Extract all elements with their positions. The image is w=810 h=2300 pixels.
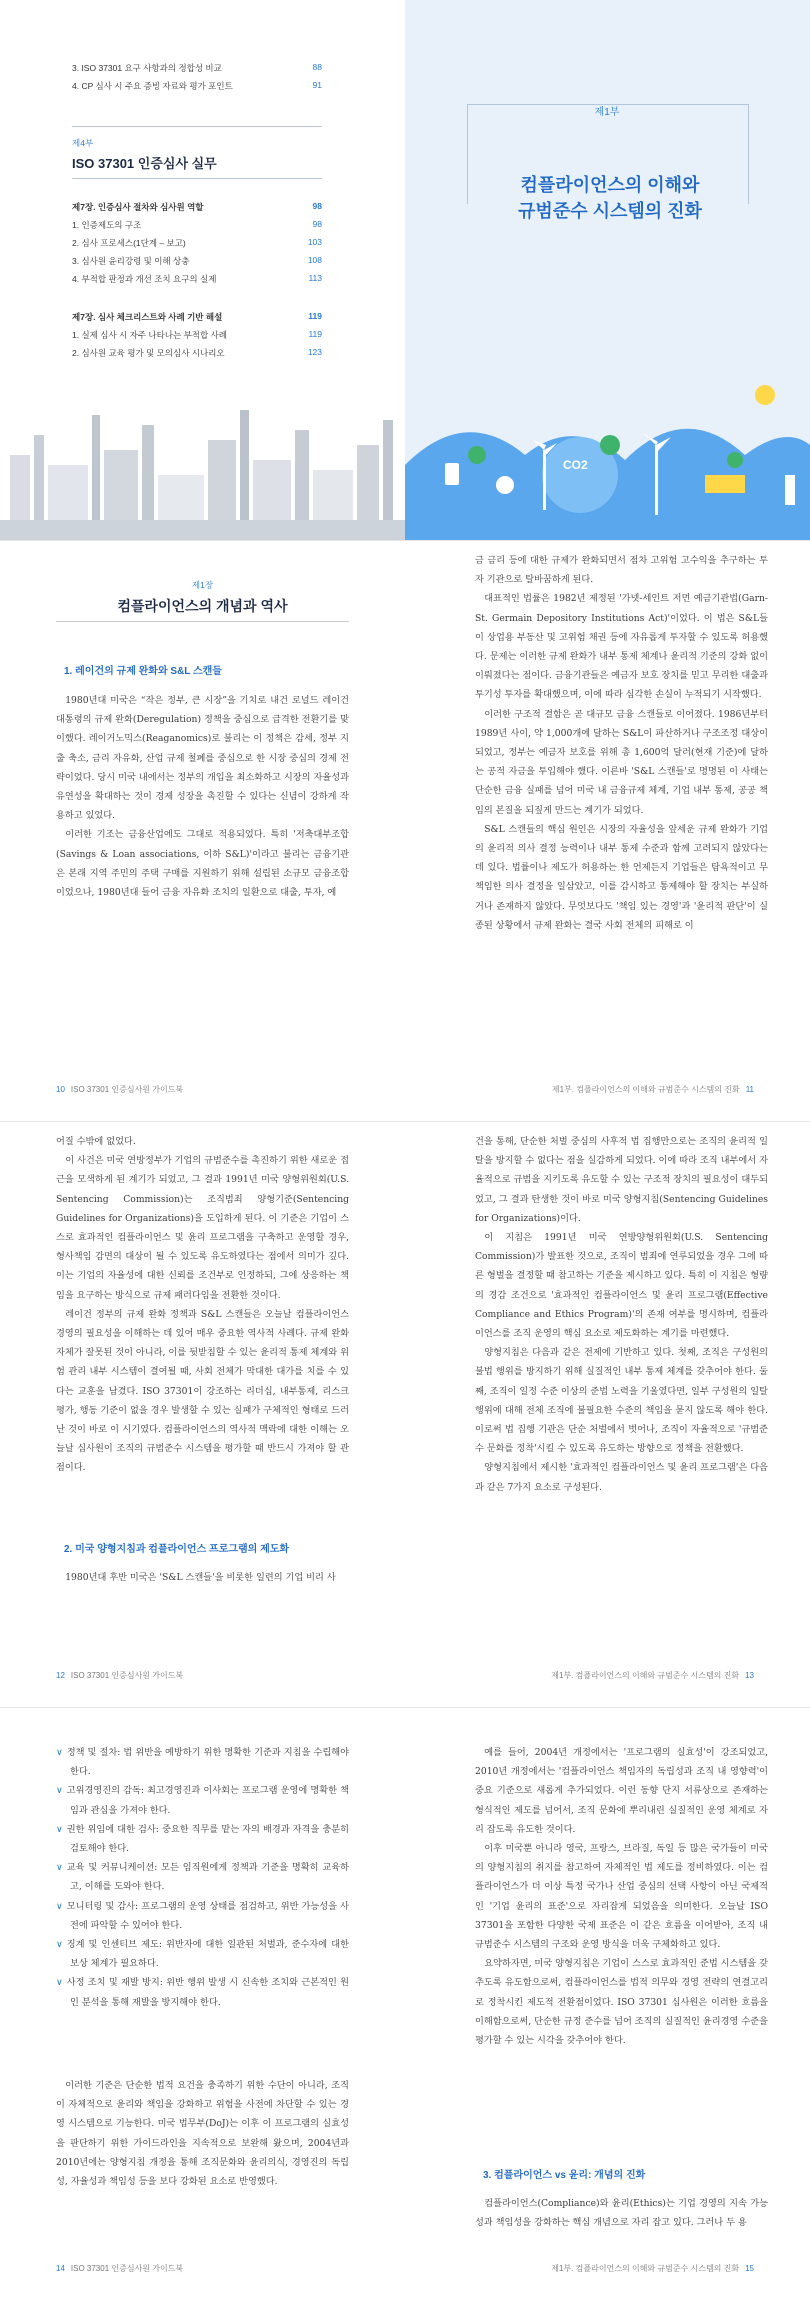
toc-part-label: 제4부 <box>72 138 94 148</box>
body-text: 어질 수밖에 없었다. 이 사건은 미국 연방정부가 기업의 규범준수를 촉진하기 위한 새로운 접근을 모색하게 된 계기가 되었고, 그 결과 1991년 미국 양형위원회(U.S. Sentencing Commission)는 조직범죄 양형기준(Sentencing Guidelines for Organizations)을 도입하게 된다. 이 기준은 기업이 스스로 효과적인 컴플라이언스 및 윤리 프로그램을 구축하고 운영할 경우, 형사책임 감면의 대상이 될 수 있도록 유도하였다는 점에서 의미가 깊다. 이는 기업의 자율성에 대한 신뢰를 조건부로 인정하되, 그에 상응하는 책임을 요구하는 방식으로 규제 패러다임을 전환한 것이다. 레이건 정부의 규제 완화 정책과 S&L 스캔들은 오늘날 컴플라이언스 경영의 필요성을 이해하는 데 있어 매우 중요한 역사적 사례다. 규제 완화 자체가 잘못된 것이 아니라, 이를 뒷받침할 수 있는 윤리적 통제 체계와 위험 관리 내부 시스템이 결여될 때, 사회 전체가 막대한 대가를 치를 수 있다는 교훈을 남겼다. ISO 37301이 강조하는 리더십, 내부통제, 리스크 평가, 행동 기준이 없을 경우 발생할 수 있는 실패가 구체적인 형태로 드러난 것이 바로 이 시기였다. 컴플라이언스의 역사적 맥락에 대한 이해는 오늘날 심사원이 조직의 규범준수 시스템을 평가할 때 반드시 가져야 할 관점이다. <box>56 1136 349 1474</box>
body-text: 이러한 기준은 단순한 법적 요건을 충족하기 위한 수단이 아니라, 조직이 자체적으로 윤리와 책임을 강화하고 위험을 사전에 차단할 수 있는 경영 시스템으로 기능한다. 미국 법무부(DoJ)는 이후 이 프로그램의 실효성을 판단하기 위한 가이드라인을 지속적으로 보완해 왔으며, 2004년과 2010년에는 양형지침 개정을 통해 조직문화와 윤리의식, 경영진의 독립성, 자율성과 책임성 등을 보다 강화된 요소로 반영했다. <box>56 2080 349 2188</box>
page-10 <box>0 541 405 1121</box>
page-footer: 제1부. 컴플라이언스의 이해와 규범준수 시스템의 진화 13 <box>551 1671 754 1680</box>
toc-rule <box>72 126 322 127</box>
list-item: ∨ 모니터링 및 감사: 프로그램의 운영 상태를 점검하고, 위반 가능성을 사전에 파악할 수 있어야 한다. <box>56 1900 349 1931</box>
page-11 <box>405 541 810 1121</box>
toc-item[interactable]: 4. 부적합 판정과 개선 조치 요구의 실제 113 <box>72 273 322 284</box>
spread-toc-part1 <box>0 0 810 540</box>
page-footer: 제1부. 컴플라이언스의 이해와 규범준수 시스템의 진화 15 <box>551 2264 754 2273</box>
page-footer: 12 ISO 37301 인증심사원 가이드북 <box>56 1671 184 1680</box>
page-15 <box>405 1708 810 2300</box>
chapter-label: 제1장 <box>191 580 214 590</box>
spread-pages-12-13 <box>0 1122 810 1707</box>
toc-item[interactable]: 2. 심사원 교육 평가 및 모의심사 시나리오 123 <box>72 347 322 358</box>
toc-part-title: ISO 37301 인증심사 실무 <box>72 156 217 171</box>
body-text: 금 금리 등에 대한 규제가 완화되면서 점차 고위험 고수익을 추구하는 투자 기관으로 탈바꿈하게 된다. 대표적인 법률은 1982년 제정된 '가넷-세인트 저먼 예금기관법(Garn-St. Germain Depository Institutions Act)'이었다. 이 법은 S&L들이 상업용 부동산 및 고위험 채권 등에 자유롭게 투자할 수 있도록 허용했다. 문제는 이러한 규제 완화가 내부 통제 체계나 윤리적 기준의 강화 없이 이뤄졌다는 점이다. 금융기관들은 예금자 보호 장치를 믿고 무리한 대출과 투기성 투자를 확대했으며, 이에 따라 심각한 손실이 누적되기 시작했다. 이러한 구조적 결함은 곧 대규모 금융 스캔들로 이어졌다. 1986년부터 1989년 사이, 약 1,000개에 달하는 S&L이 파산하거나 구조조정 대상이 되었고, 정부는 예금자 보호를 위해 총 1,600억 달러(현재 기준)에 달하는 공적 자금을 투입해야 했다. 이른바 'S&L 스캔들'로 명명된 이 사태는 단순한 금융 실패를 넘어 미국 내 금융규제 체계, 기업 내부 통제, 공공 책임의 본질을 되짚게 만드는 계기가 되었다. S&L 스캔들의 핵심 원인은 시장의 자율성을 앞세운 규제 완화가 기업의 윤리적 의사 결정 능력이나 내부 통제 수준과 함께 고려되지 않았다는 데 있다. 법률이나 제도가 허용하는 한 언제든지 기업들은 탐욕적이고 무책임한 의사 결정을 일삼았고, 이를 감시하고 통제해야 할 장치는 부실하거나 존재하지 않았다. 무엇보다도 '책임 있는 경영'과 '윤리적 판단'이 실종된 상황에서 규제 완화는 결국 사회 전체의 피해로 이 <box>475 555 768 931</box>
toc-rule <box>72 178 322 179</box>
page-14 <box>0 1708 405 2300</box>
toc-item[interactable]: 1. 실제 심사 시 자주 나타나는 부적합 사례 119 <box>72 329 322 340</box>
toc-item[interactable]: 1. 인증제도의 구조 98 <box>72 219 322 230</box>
svg-text:CO2: CO2 <box>563 458 588 472</box>
page-footer: 제1부. 컴플라이언스의 이해와 규범준수 시스템의 진화 11 <box>551 1085 754 1094</box>
page-13 <box>405 1122 810 1707</box>
body-text: 1980년대 후반 미국은 'S&L 스캔들'을 비롯한 일련의 기업 비리 사 <box>65 1572 336 1583</box>
chapter-title: 컴플라이언스의 개념과 역사 <box>117 598 288 614</box>
body-text: 1980년대 미국은 “작은 정부, 큰 시장”을 기치로 내건 로널드 레이건 대통령의 규제 완화(Deregulation) 정책을 중심으로 급격한 전환기를 맞이했다. 레이거노믹스(Reaganomics)로 불리는 이 정책은 감세, 정부 지출 축소, 금리 자유화, 산업 규제 철폐를 중심으로 한 시장 중심의 경제 전략이었다. 당시 미국 내에서는 정부의 개입을 최소화하고 시장의 자율성과 유연성을 확대하는 것이 경제 성장을 촉진할 수 있다는 신념이 강하게 작용하고 있었다. 이러한 기조는 금융산업에도 그대로 적용되었다. 특히 '저축대부조합(Savings & Loan associations, 이하 S&L)'이라고 불리는 금융기관은 본래 지역 주민의 주택 구매를 지원하기 위해 설립된 소규모 금융조합이었으나, 1980년대 들어 금융 자유화 조치의 일환으로 대출, 투자, 예 <box>56 695 349 899</box>
green-energy-illustration <box>405 345 810 540</box>
list-item: ∨ 권한 위임에 대한 검사: 중요한 직무를 맡는 자의 배경과 자격을 충분히 검토해야 한다. <box>56 1823 349 1855</box>
spread-pages-10-11 <box>0 541 810 1121</box>
page-footer: 10 ISO 37301 인증심사원 가이드북 <box>56 1085 184 1094</box>
part1-cover-page <box>405 0 810 540</box>
toc-chapter-head[interactable]: 제7장. 심사 체크리스트와 사례 기반 해설 119 <box>72 311 322 322</box>
list-item: ∨ 사정 조치 및 재발 방지: 위반 행위 발생 시 신속한 조치와 근본적인 원인 분석을 통해 재발을 방지해야 한다. <box>56 1977 349 2008</box>
toc-page <box>0 0 405 540</box>
list-item: ∨ 정책 및 절차: 법 위반을 예방하기 위한 명확한 기준과 지침을 수립해야 한다. <box>56 1747 349 1778</box>
body-text: 예를 들어, 2004년 개정에서는 '프로그램의 실효성'이 강조되었고, 2010년 개정에서는 '컴플라이언스 책임자의 독립성과 조직 내 영향력'이 중요 기준으로 새롭게 추가되었다. 이런 동향 단지 서류상으로 존재하는 형식적인 제도를 넘어서, 조직 문화에 뿌리내린 실질적인 운영 체계로 자리 잡도록 유도한 것이다. 이후 미국뿐 아니라 영국, 프랑스, 브라질, 독일 등 많은 국가들이 미국의 양형지침의 취지를 참고하여 자체적인 법 제도를 정비하였다. 이는 컴플라이언스가 더 이상 특정 국가나 산업 중심의 선택 사항이 아닌 국제적인 '기업 윤리의 표준'으로 자리잡게 되었음을 의미한다. 오늘날 ISO 37301을 포함한 다양한 국제 표준은 이 같은 흐름을 이어받아, 조직 내 규범준수 시스템의 구조와 운영 방식을 더욱 구체화하고 있다. 요약하자면, 미국 양형지침은 기업이 스스로 효과적인 준법 시스템을 갖추도록 유도함으로써, 컴플라이언스를 법적 의무와 경영 전략의 연결고리로 정착시킨 제도적 전환점이었다. ISO 37301 심사원은 이러한 흐름을 이해함으로써, 단순한 규정 준수를 넘어 조직의 실질적인 윤리경영 수준을 평가할 수 있는 시각을 갖추어야 한다. <box>475 1747 768 2047</box>
section-heading: 1. 레이건의 규제 완화와 S&L 스캔들 <box>64 666 222 677</box>
page-12 <box>0 1122 405 1707</box>
toc-item[interactable]: 2. 심사 프로세스(1단계 – 보고) 103 <box>72 237 322 248</box>
toc-item[interactable]: 4. CP 심사 시 주요 증빙 자료와 평가 포인트 91 <box>72 80 322 91</box>
body-text: 컴플라이언스(Compliance)와 윤리(Ethics)는 기업 경영의 지속 가능성과 책임성을 강화하는 핵심 개념으로 자리 잡고 있다. 그러나 두 용 <box>475 2198 768 2229</box>
section-heading: 2. 미국 양형지침과 컴플라이언스 프로그램의 제도화 <box>64 1544 290 1555</box>
chapter-rule <box>56 621 349 622</box>
list-item: ∨ 교육 및 커뮤니케이션: 모든 임직원에게 정책과 기준을 명확히 교육하고, 이해를 도와야 한다. <box>56 1862 349 1893</box>
factory-skyline-illustration <box>0 395 405 540</box>
part-title: 컴플라이언스의 이해와 규범준수 시스템의 진화 <box>518 175 702 221</box>
toc-chapter-head[interactable]: 제7장. 인증심사 절차와 심사원 역할 98 <box>72 201 322 212</box>
section-heading: 3. 컴플라이언스 vs 윤리: 개념의 진화 <box>483 2170 646 2181</box>
toc-item[interactable]: 3. ISO 37301 요구 사항과의 정합성 비교 88 <box>72 62 322 73</box>
spread-pages-14-15 <box>0 1708 810 2300</box>
bullet-list <box>56 1743 349 2053</box>
toc-item[interactable]: 3. 심사원 윤리강령 및 이해 상충 108 <box>72 255 322 266</box>
page-footer: 14 ISO 37301 인증심사원 가이드북 <box>56 2264 184 2273</box>
part-number: 제1부 <box>594 107 620 118</box>
list-item: ∨ 고위경영진의 감독: 최고경영진과 이사회는 프로그램 운영에 명확한 책임과 관심을 가져야 한다. <box>56 1785 349 1816</box>
list-item: ∨ 징계 및 인센티브 제도: 위반자에 대한 일관된 처벌과, 준수자에 대한 보상 체계가 필요하다. <box>56 1939 349 1970</box>
body-text: 건을 통해, 단순한 처벌 중심의 사후적 법 집행만으로는 조직의 윤리적 일탈을 방지할 수 없다는 점을 실감하게 되었다. 이에 따라 조직 내부에서 자율적으로 규범을 지키도록 유도할 수 있는 구조적 장치의 필요성이 대두되었고, 그 결과 탄생한 것이 바로 미국 양형지침(Sentencing Guidelines for Organizations)이다. 이 지침은 1991년 미국 연방양형위원회(U.S. Sentencing Commission)가 발표한 것으로, 조직이 범죄에 연루되었을 경우 그에 따른 형벌을 결정할 때 참고하는 기준을 제시하고 있다. 특히 이 지침은 형량의 경감 조건으로 '효과적인 컴플라이언스 및 윤리 프로그램(Effective Compliance and Ethics Program)'의 존재 여부를 명시하며, 컴플라이언스를 조직 운영의 핵심 요소로 제도화하는 계기를 마련했다. 양형지침은 다음과 같은 전제에 기반하고 있다. 첫째, 조직은 구성원의 불법 행위를 방지하기 위해 실질적인 내부 통제 체계를 갖추어야 한다. 둘째, 조직이 일정 수준 이상의 준법 노력을 기울였다면, 일부 구성원의 일탈행위에 대해 전체 조직에 불필요한 수준의 책임을 묻지 않도록 해야 한다. 이로써 법 집행 기관은 단순 처벌에서 벗어나, 조직이 자율적으로 '규범준수 문화를 정착'시킬 수 있도록 유도하는 방향으로 정책을 전환했다. 양형지침에서 제시한 '효과적인 컴플라이언스 및 윤리 프로그램'은 다음과 같은 7가지 요소로 구성된다. <box>475 1136 768 1493</box>
